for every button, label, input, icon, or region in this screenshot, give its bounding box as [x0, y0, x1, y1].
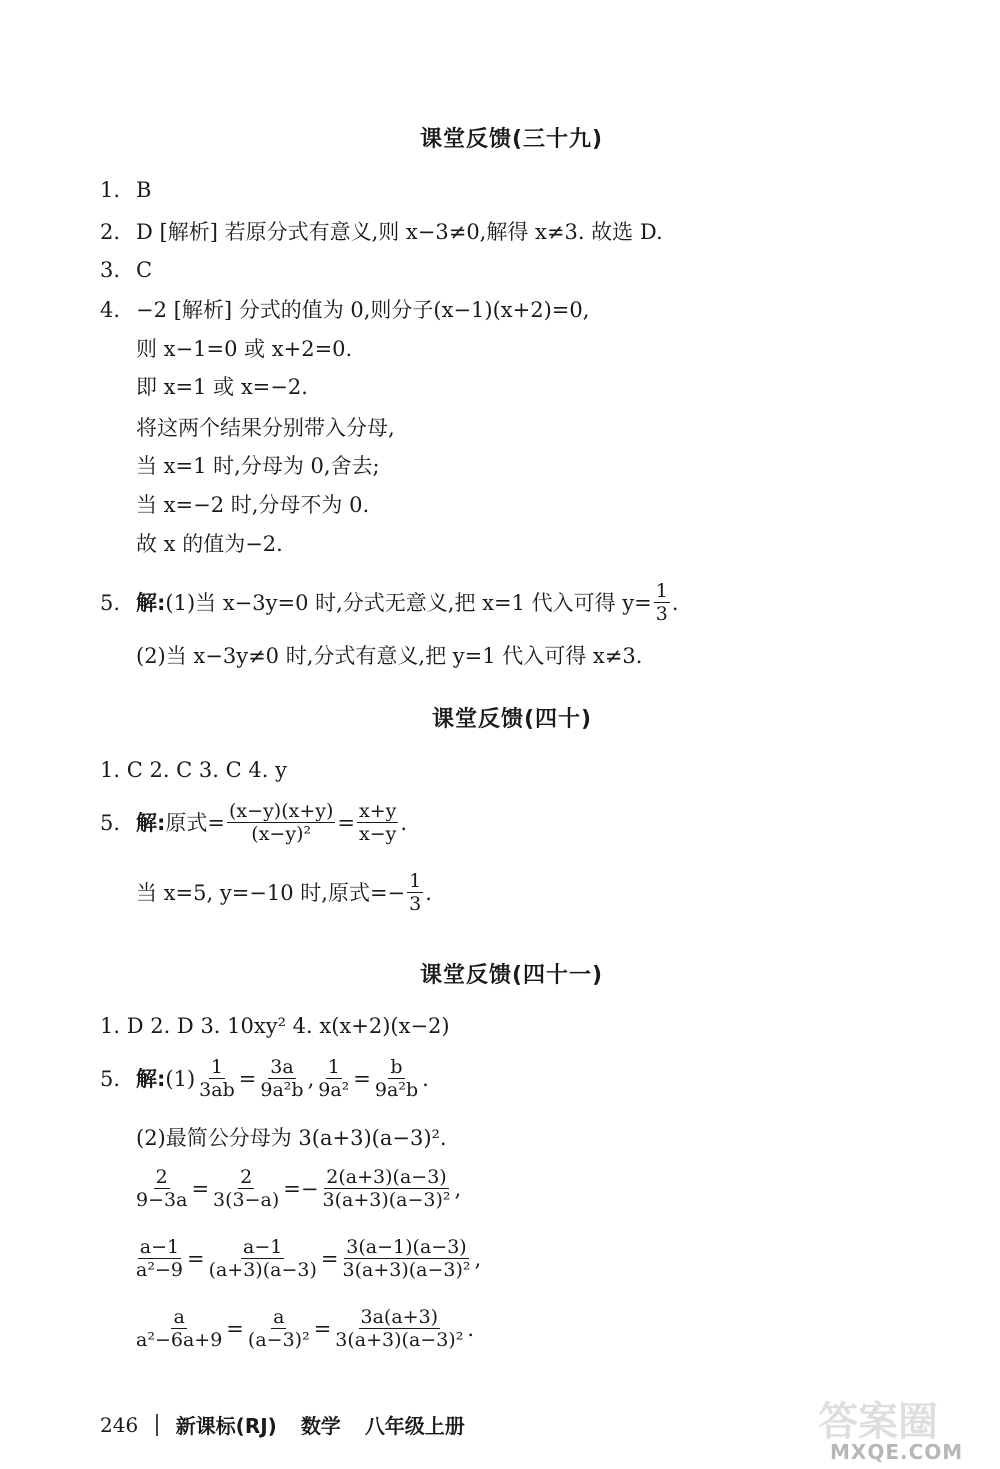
answer-5-40: 5. 解: 原式= $\frac{(x-y)(x+y)}{\text{(x−y)²}}$ = $\frac{x+y}{x-y}$ .	[100, 800, 408, 845]
answer-4: 4. −2 [解析] 分式的值为 0,则分子(x−1)(x+2)=0,	[100, 298, 590, 322]
answer-5-part1: 5. 解: (1)当 x−3y=0 时,分式无意义,把 x=1 代入可得 y= $\frac{1}{3}$ .	[100, 580, 679, 625]
fraction: $\frac{1}{\text{9a²}}$	[318, 1056, 350, 1101]
answers-row-41: 1. D 2. D 3. 10xy² 4. x(x+2)(x−2)	[100, 1014, 450, 1038]
fraction: $\frac{a-1}{\text{a²−9}}$	[136, 1236, 183, 1281]
fraction: $\frac{3a}{\text{9a²b}}$	[260, 1056, 304, 1101]
fraction: $\frac{b}{\text{9a²b}}$	[374, 1056, 419, 1101]
fraction: $\frac{2(a+3)(a-3)}{\text{3(a+3)(a−3)²}}$	[322, 1166, 451, 1211]
footer-divider	[156, 1414, 158, 1436]
answer-4-line: 当 x=1 时,分母为 0,舍去;	[136, 454, 380, 478]
equation-row-1: $\frac{2}{9-3a}$ = $\frac{2}{3(3-a)}$ =− $\frac{2(a+3)(a-3)}{\text{3(a+3)(a−3)²}}$ ,	[136, 1166, 462, 1211]
answer-2: 2. D [解析] 若原分式有意义,则 x−3≠0,解得 x≠3. 故选 D.	[100, 220, 663, 244]
answer-4-line: 即 x=1 或 x=−2.	[136, 375, 308, 399]
section-title-39: 课堂反馈(三十九)	[420, 127, 604, 152]
fraction: $\frac{1}{3}$	[409, 870, 422, 915]
fraction: $\frac{1}{3}$	[655, 580, 668, 625]
equation-row-2: $\frac{a-1}{\text{a²−9}}$ = $\frac{a-1}{(a+3)(a-3)}$ = $\frac{3(a-1)(a-3)}{\text{3(a+3)(a−3)²}}$ ,	[136, 1236, 482, 1281]
fraction: $\frac{2}{9-3a}$	[136, 1166, 188, 1211]
fraction: $\frac{a}{\text{(a−3)²}}$	[247, 1306, 310, 1351]
book-series: 新课标(RJ)	[175, 1414, 277, 1438]
answer-4-line: 故 x 的值为−2.	[136, 532, 283, 556]
page-footer	[100, 1410, 465, 1439]
answer-4-line: 将这两个结果分别带入分母,	[136, 416, 395, 440]
answer-4-line: 当 x=−2 时,分母不为 0.	[136, 493, 370, 517]
watermark-logo: 答案圈	[818, 1399, 938, 1445]
answer-5-part2: (2)当 x−3y≠0 时,分式有意义,把 y=1 代入可得 x≠3.	[136, 644, 643, 668]
section-title-41: 课堂反馈(四十一)	[420, 963, 604, 988]
answer-5-41-part2: (2)最简公分母为 3(a+3)(a−3)².	[136, 1126, 447, 1150]
fraction: $\frac{x+y}{x-y}$	[359, 800, 397, 845]
section-title-40: 课堂反馈(四十)	[432, 707, 593, 732]
book-grade: 八年级上册	[364, 1414, 465, 1438]
answer-4-line: 则 x−1=0 或 x+2=0.	[136, 337, 353, 361]
book-subject: 数学	[300, 1414, 341, 1438]
fraction: $\frac{3(a-1)(a-3)}{\text{3(a+3)(a−3)²}}$	[342, 1236, 471, 1281]
answers-row-40: 1. C 2. C 3. C 4. y	[100, 758, 287, 782]
fraction: $\frac{a}{\text{a²−6a+9}}$	[136, 1306, 223, 1351]
fraction: $\frac{2}{3(3-a)}$	[213, 1166, 280, 1211]
page-number: 246	[100, 1412, 139, 1437]
fraction: $\frac{(x-y)(x+y)}{\text{(x−y)²}}$	[229, 800, 334, 845]
answer-5-40-eval: 当 x=5, y=−10 时,原式=− $\frac{1}{3}$ .	[136, 870, 432, 915]
fraction: $\frac{3a(a+3)}{\text{3(a+3)(a−3)²}}$	[335, 1306, 464, 1351]
answer-1: 1. B	[100, 178, 152, 202]
equation-row-3: $\frac{a}{\text{a²−6a+9}}$ = $\frac{a}{\text{(a−3)²}}$ = $\frac{3a(a+3)}{\text{3(a+3)(a−3)²}}$ .	[136, 1306, 475, 1351]
answer-3: 3. C	[100, 258, 153, 282]
fraction: $\frac{a-1}{(a+3)(a-3)}$	[208, 1236, 317, 1281]
answer-5-41-part1: 5. 解: (1) $\frac{1}{3ab}$ = $\frac{3a}{\text{9a²b}}$ , $\frac{1}{\text{9a²}}$ = $\frac{b}{\text{9a²b}}$ .	[100, 1056, 429, 1101]
watermark-site: MXQE.COM	[830, 1440, 964, 1464]
fraction: $\frac{1}{3ab}$	[199, 1056, 235, 1101]
